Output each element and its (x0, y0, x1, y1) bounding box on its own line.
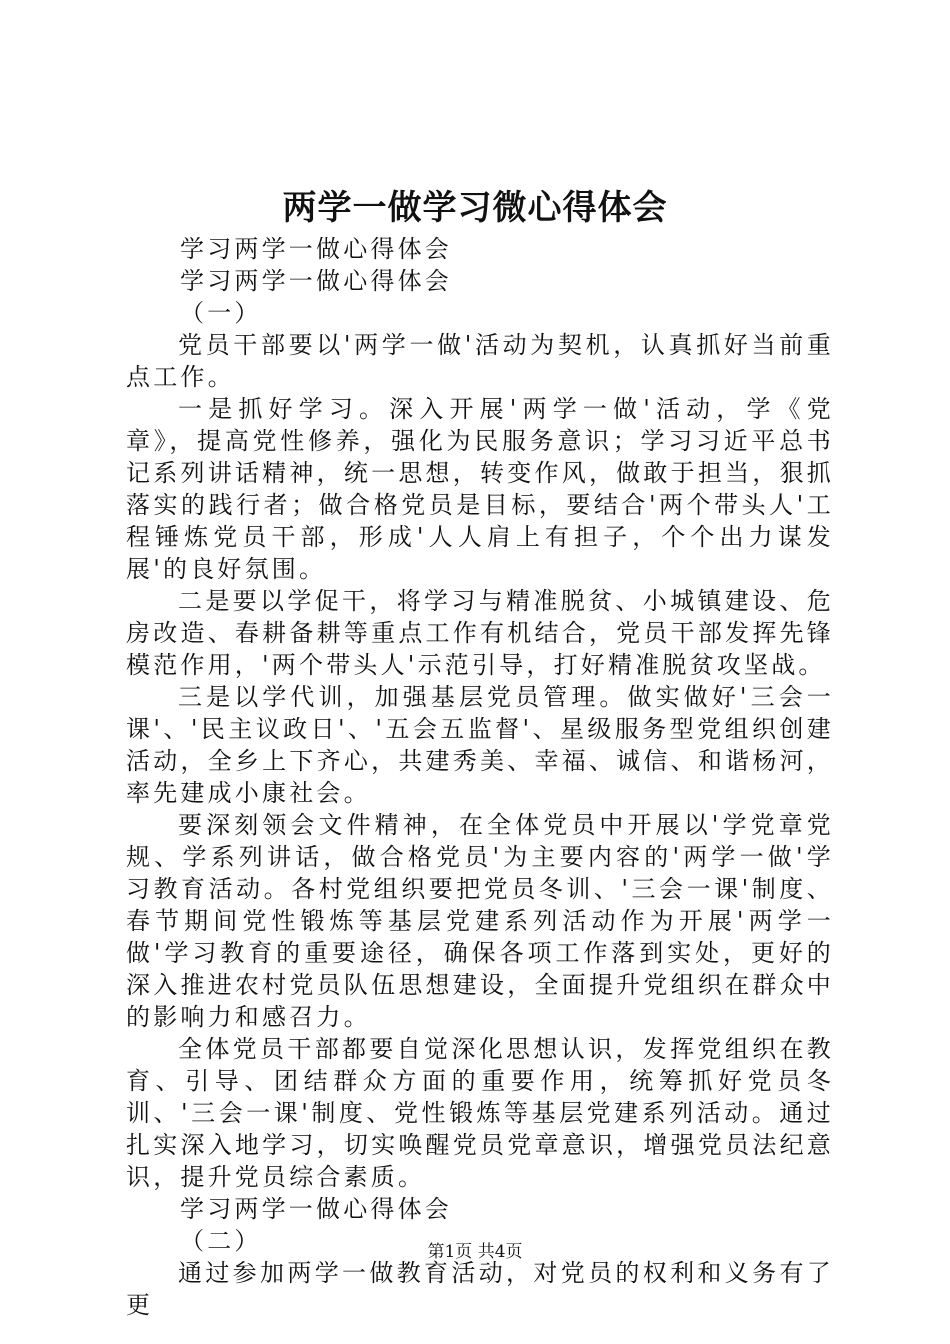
page-footer: 第1页 共4页 (427, 1242, 523, 1262)
section-number: （一） (180, 299, 262, 327)
paragraph: 党员干部要以'两学一做'活动为契机，认真抓好当前重点工作。 (126, 331, 834, 391)
section-heading: 学习两学一做心得体会 (180, 1195, 452, 1223)
paragraph: 通过参加两学一做教育活动，对党员的权利和义务有了更 (126, 1259, 834, 1319)
paragraph: 全体党员干部都要自觉深化思想认识，发挥党组织在教育、引导、团结群众方面的重要作用，统筹抓好党员冬训、'三会一课'制度、党性锻炼等基层党建系列活动。通过扎实深入地学习，切实唤醒党员党章意识，增强党员法纪意识，提升党员综合素质。 (126, 1035, 834, 1191)
paragraph: 三是以学代训，加强基层党员管理。做实做好'三会一课'、'民主议政日'、'五会五监督'、星级服务型党组织创建活动，全乡上下齐心，共建秀美、幸福、诚信、和谐杨河，率先建成小康社会。 (126, 683, 834, 807)
subtitle-line: 学习两学一做心得体会 (180, 235, 452, 263)
document-title: 两学一做学习微心得体会 (282, 188, 668, 228)
paragraph: 要深刻领会文件精神，在全体党员中开展以'学党章党规、学系列讲话，做合格党员'为主要内容的'两学一做'学习教育活动。各村党组织要把党员冬训、'三会一课'制度、春节期间党性锻炼等基层党建系列活动作为开展'两学一做'学习教育的重要途径，确保各项工作落到实处，更好的深入推进农村党员队伍思想建设，全面提升党组织在群众中的影响力和感召力。 (126, 811, 834, 1031)
section-number: （二） (180, 1227, 262, 1255)
paragraph: 一是抓好学习。深入开展'两学一做'活动，学《党章》，提高党性修养，强化为民服务意识；学习习近平总书记系列讲话精神，统一思想，转变作风，做敢于担当，狠抓落实的践行者；做合格党员是目标，要结合'两个带头人'工程锤炼党员干部，形成'人人肩上有担子，个个出力谋发展'的良好氛围。 (126, 395, 834, 583)
paragraph: 二是要以学促干，将学习与精准脱贫、小城镇建设、危房改造、春耕备耕等重点工作有机结合，党员干部发挥先锋模范作用，'两个带头人'示范引导，打好精准脱贫攻坚战。 (126, 587, 834, 679)
subtitle-line: 学习两学一做心得体会 (180, 267, 452, 295)
document-body (126, 233, 834, 1321)
